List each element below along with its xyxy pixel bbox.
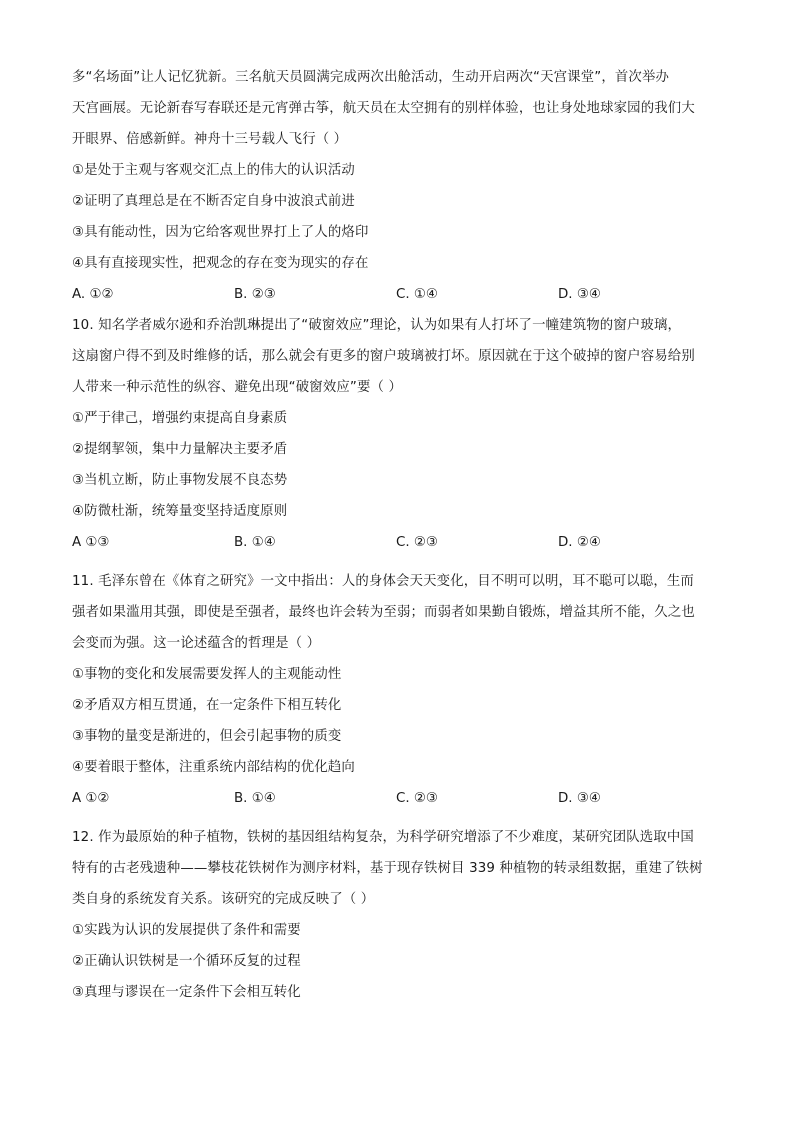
question-12-item: ②正确认识铁树是一个循环反复的过程: [72, 954, 301, 969]
question-11: [72, 566, 724, 814]
question-10-item: ①严于律己，增强约束提高自身素质: [72, 411, 288, 426]
question-11-stem-line: 会变而为强。这一论述蕴含的哲理是（ ）: [72, 636, 321, 651]
question-9-options: [72, 279, 724, 310]
question-11-options: [72, 783, 724, 814]
question-10-stem-line: 10. 知名学者威尔逊和乔治凯琳提出了“破窗效应”理论，认为如果有人打坏了一幢建筑物的窗户玻璃，: [72, 318, 682, 333]
question-12-stem-line: 类自身的系统发育关系。该研究的完成反映了（ ）: [72, 892, 375, 907]
question-9-stem-line: 天宫画展。无论新春写春联还是元宵弹古筝，航天员在太空拥有的别样体验，也让身处地球家园的我们大: [72, 101, 695, 116]
option-b: B. ①④: [234, 791, 276, 806]
question-12: [72, 822, 724, 1008]
question-12-stem-line: 特有的古老残遗种——攀枝花铁树作为测序材料，基于现存铁树目 339 种植物的转录组数据，重建了铁树: [72, 861, 703, 876]
question-10-item: ③当机立断，防止事物发展不良态势: [72, 473, 288, 488]
question-9-item: ①是处于主观与客观交汇点上的伟大的认识活动: [72, 163, 355, 178]
question-9-item: ③具有能动性，因为它给客观世界打上了人的烙印: [72, 225, 369, 240]
question-11-item: ②矛盾双方相互贯通，在一定条件下相互转化: [72, 698, 342, 713]
question-9-item: ④具有直接现实性，把观念的存在变为现实的存在: [72, 256, 369, 271]
question-9-item: ②证明了真理总是在不断否定自身中波浪式前进: [72, 194, 355, 209]
question-11-item: ④要着眼于整体，注重系统内部结构的优化趋向: [72, 760, 355, 775]
option-c: C. ②③: [396, 791, 438, 806]
question-10: [72, 310, 724, 558]
option-b: B. ②③: [234, 287, 276, 302]
spacer: [72, 814, 724, 822]
option-b: B. ①④: [234, 535, 276, 550]
option-d: D. ②④: [558, 535, 601, 550]
question-12-stem-line: 12. 作为最原始的种子植物，铁树的基因组结构复杂，为科学研究增添了不少难度，某研究团队选取中国: [72, 830, 694, 845]
question-11-item: ①事物的变化和发展需要发挥人的主观能动性: [72, 667, 342, 682]
option-a: A ①②: [72, 791, 110, 806]
question-10-item: ②提纲挈领，集中力量解决主要矛盾: [72, 442, 288, 457]
option-c: C. ②③: [396, 535, 438, 550]
question-11-item: ③事物的量变是渐进的，但会引起事物的质变: [72, 729, 342, 744]
question-11-stem-line: 强者如果滥用其强，即使是至强者，最终也许会转为至弱；而弱者如果勤自锻炼，增益其所不能，久之也: [72, 605, 695, 620]
option-d: D. ③④: [558, 287, 601, 302]
option-a: A ①③: [72, 535, 110, 550]
question-12-item: ③真理与谬误在一定条件下会相互转化: [72, 985, 301, 1000]
question-12-item: ①实践为认识的发展提供了条件和需要: [72, 923, 301, 938]
question-9-stem-line: 开眼界、倍感新鲜。神舟十三号载人飞行（ ）: [72, 132, 348, 147]
question-10-stem-line: 这扇窗户得不到及时维修的话，那么就会有更多的窗户玻璃被打坏。原因就在于这个破掉的窗户容易给别: [72, 349, 695, 364]
question-9-stem-line: 多“名场面”让人记忆犹新。三名航天员圆满完成两次出舱活动，生动开启两次“天宫课堂”，首次举办: [72, 70, 670, 85]
question-content: [72, 62, 724, 1008]
option-a: A. ①②: [72, 287, 114, 302]
question-9-tail: [72, 62, 724, 310]
spacer: [72, 558, 724, 566]
question-10-stem-line: 人带来一种示范性的纵容、避免出现“破窗效应”要（ ）: [72, 380, 403, 395]
question-10-options: [72, 527, 724, 558]
question-11-stem-line: 11. 毛泽东曾在《体育之研究》一文中指出：人的身体会天天变化，目不明可以明，耳不聪可以聪，生而: [72, 574, 694, 589]
option-d: D. ③④: [558, 791, 601, 806]
option-c: C. ①④: [396, 287, 438, 302]
question-10-item: ④防微杜渐，统筹量变坚持适度原则: [72, 504, 288, 519]
